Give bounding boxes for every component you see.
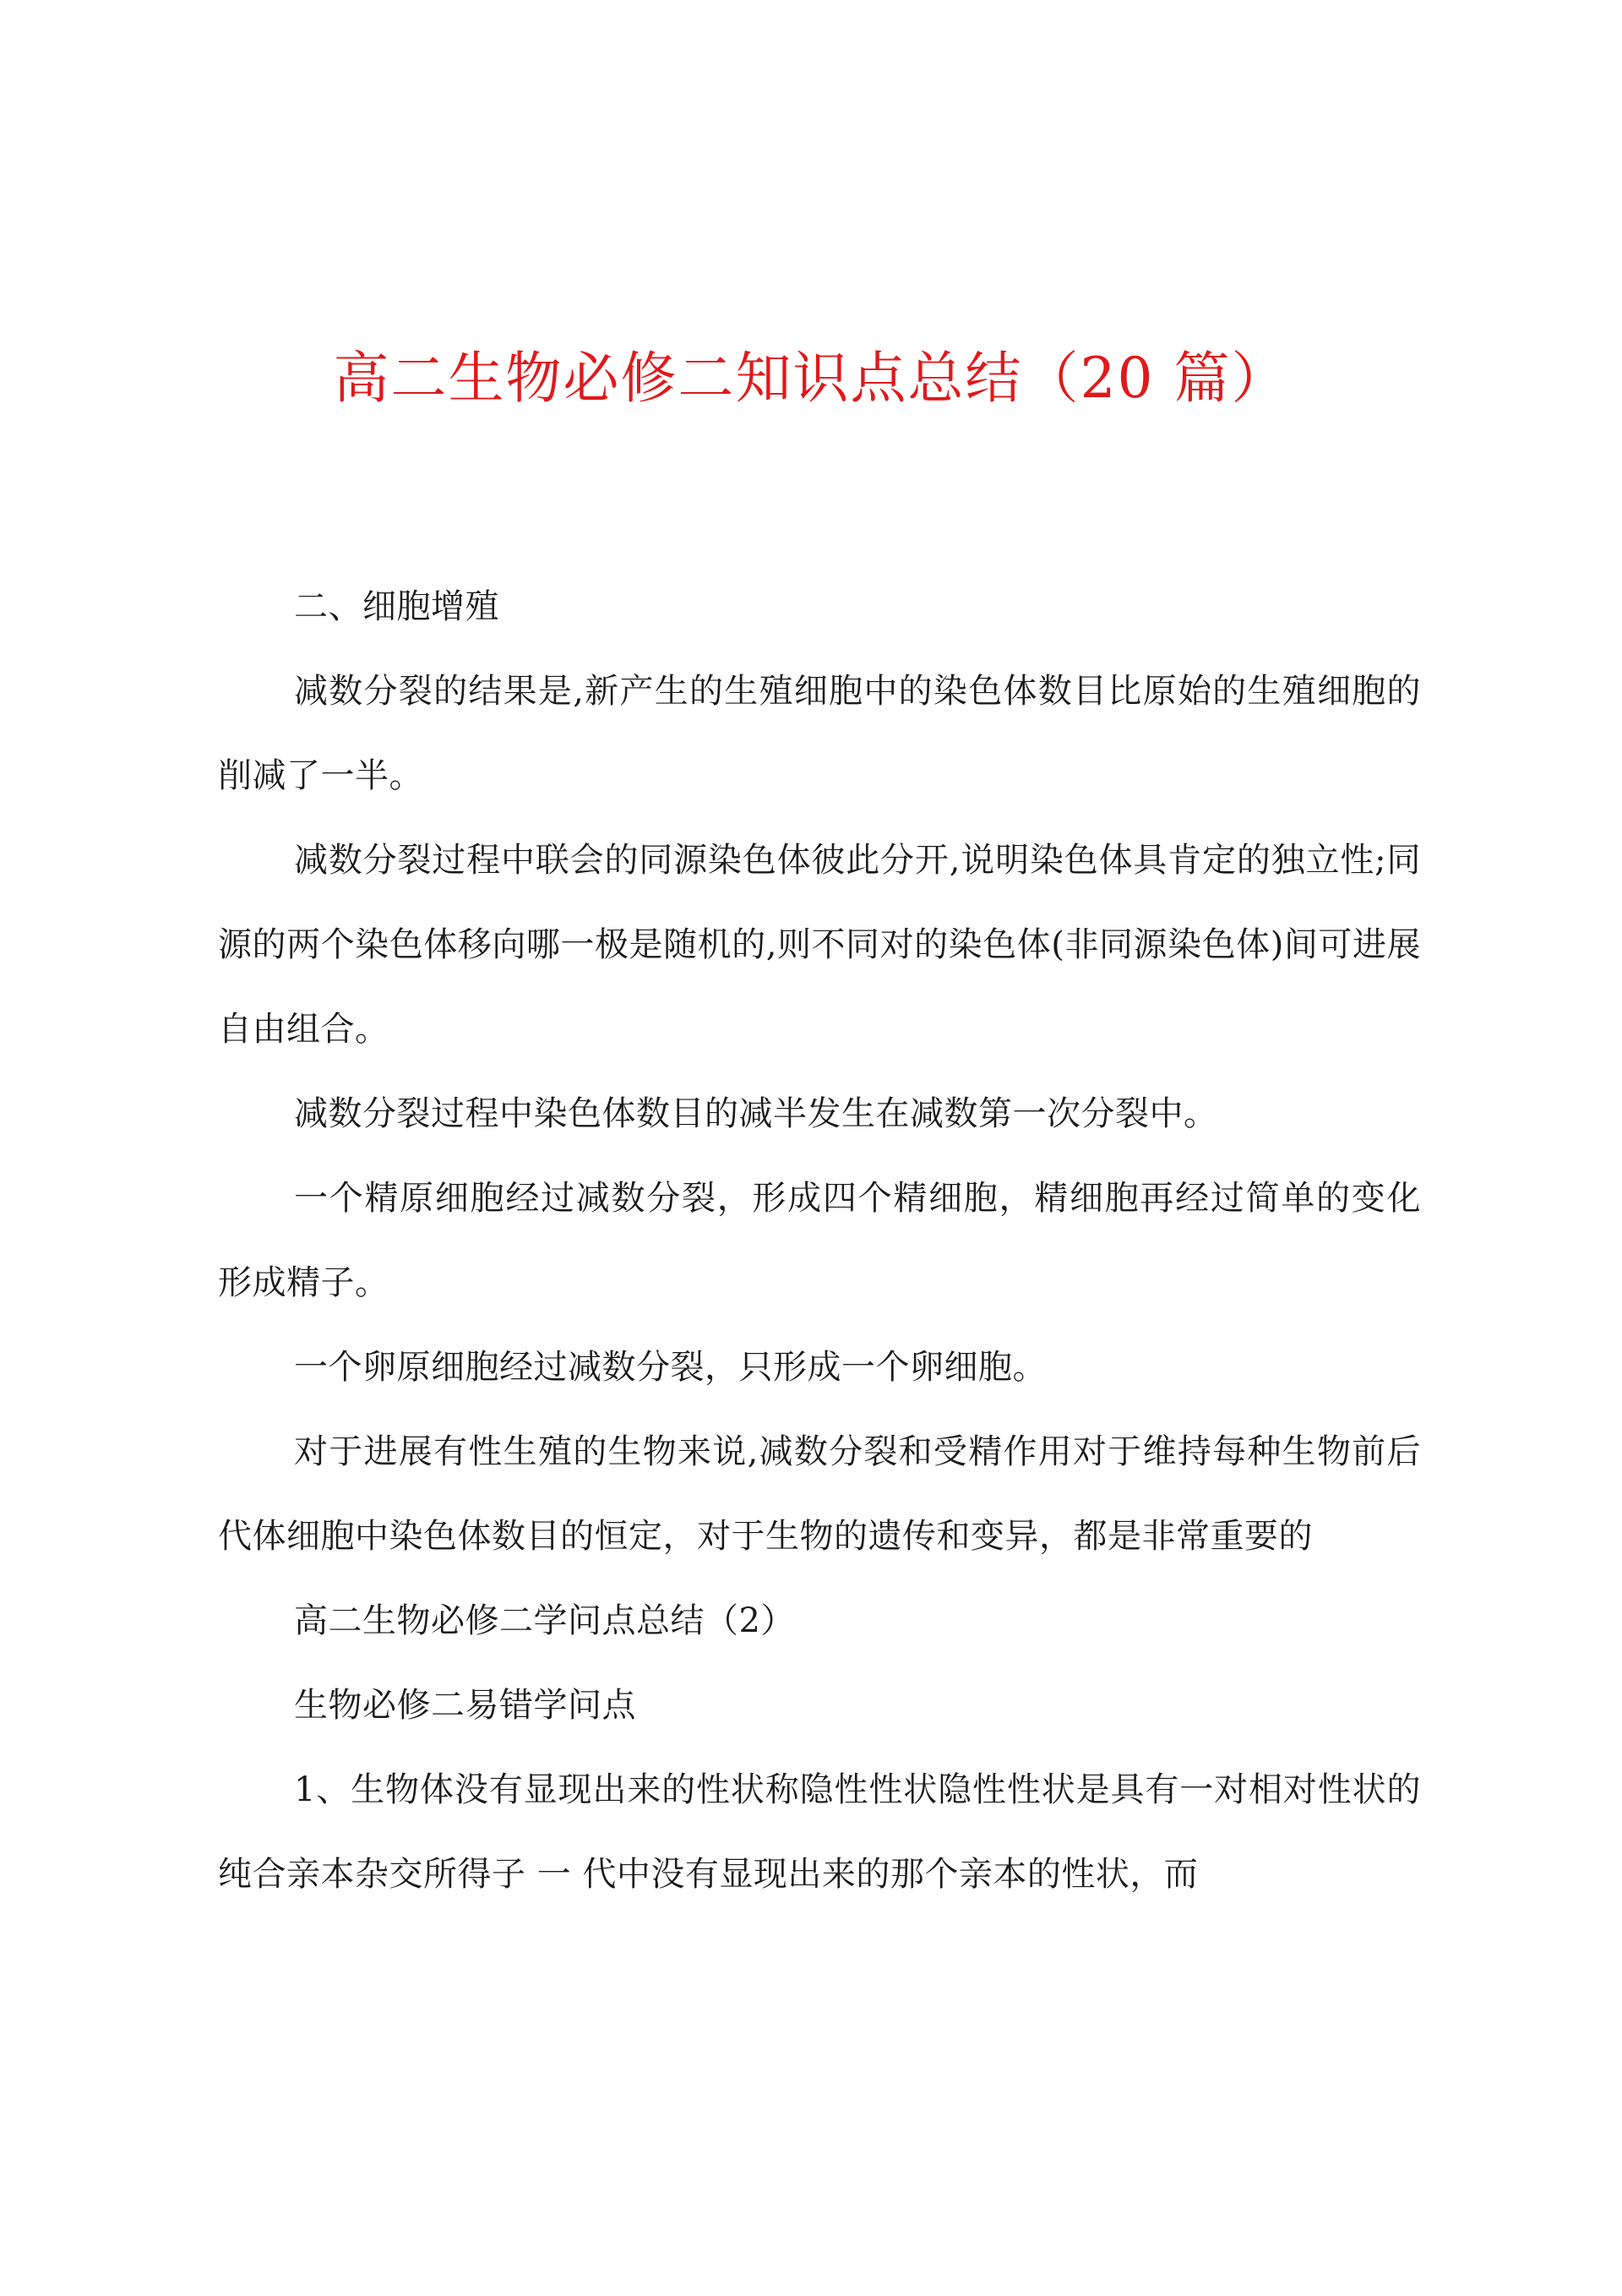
paragraph: 对于进展有性生殖的生物来说,减数分裂和受精作用对于维持每种生物前后代体细胞中染色体数目的恒定，对于生物的遗传和变异，都是非常重要的 xyxy=(218,1432,1421,1556)
paragraph: 一个精原细胞经过减数分裂，形成四个精细胞，精细胞再经过简单的变化形成精子。 xyxy=(218,1179,1421,1302)
paragraph-subheading: 生物必修二易错学问点 xyxy=(294,1686,636,1725)
paragraph-subtitle: 高二生物必修二学问点总结（2） xyxy=(294,1601,795,1640)
paragraph-section-heading: 二、细胞增殖 xyxy=(294,587,499,626)
paragraph: 减数分裂过程中染色体数目的减半发生在减数第一次分裂中。 xyxy=(294,1094,1218,1133)
document-title: 高二生物必修二知识点总结（20 篇） xyxy=(333,346,1289,411)
paragraph: 减数分裂过程中联会的同源染色体彼此分开,说明染色体具肯定的独立性;同源的两个染色体移向哪一极是随机的,则不同对的染色体(非同源染色体)间可进展自由组合。 xyxy=(218,841,1421,1049)
paragraph: 减数分裂的结果是,新产生的生殖细胞中的染色体数目比原始的生殖细胞的削减了一半。 xyxy=(218,672,1421,795)
paragraph: 一个卵原细胞经过减数分裂，只形成一个卵细胞。 xyxy=(294,1348,1047,1387)
document-body xyxy=(218,564,1421,1917)
paragraph: 1、生物体没有显现出来的性状称隐性性状隐性性状是具有一对相对性状的纯合亲本杂交所得子 一 代中没有显现出来的那个亲本的性状，而 xyxy=(218,1770,1421,1894)
